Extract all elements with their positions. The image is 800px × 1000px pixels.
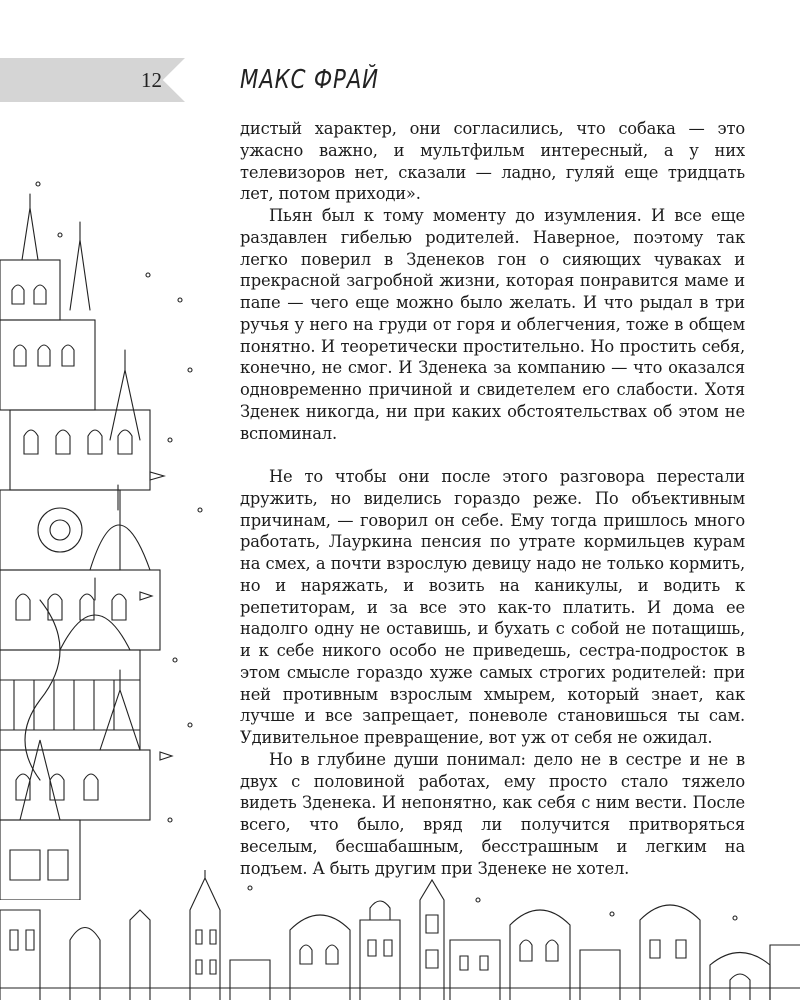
paragraph: дистый характер, они согласились, что собака — это ужасно важно, и мультфильм интересный, а у них телевизоров нет, сказали — ладно, гуляй еще тридцать лет, потом приходи». — [240, 119, 745, 204]
paragraph: Не то чтобы они после этого разговора перестали дружить, но виделись гораздо реже. По объективным причинам, — говорил он себе. Ему тогда пришлось много работать, Лауркина пенсия по утрате кормильцев курам на смех, а почти взрослую девицу надо не только кормить, но и наряжать, и возить на каникулы, и водить к репетиторам, и за все это как-то платить. И дома ее надолго одну не оставишь, и бухать с собой не потащишь, и к себе никого особо не приведешь, сестра-подросток в этом смысле гораздо хуже самых строгих родителей: при ней противным взрослым хмырем, который знает, как лучше и все запрещает, поневоле становишься ты сам. Удивительное превращение, вот уж от себя не ожидал. — [240, 467, 745, 747]
left-towers-illustration — [0, 180, 215, 900]
body-text — [240, 118, 745, 879]
paragraph: Пьян был к тому моменту до изумления. И все еще раздавлен гибелью родителей. Наверное, поэтому так легко поверил в Зденеков гон о сияющих чуваках и прекрасной загробной жизни, которая понравится маме и папе — чего еще можно было желать. И что рыдал в три ручья у него на груди от горя и облегчения, тоже в общем понятно. И теоретически простительно. Но простить себя, конечно, не смог. И Зденека за компанию — что оказался одновременно причиной и свидетелем его слабости. Хотя Зденек никогда, ни при каких обстоятельствах об этом не вспоминал. — [240, 206, 745, 443]
running-title: МАКС ФРАЙ — [240, 65, 379, 95]
page-number: 12 — [141, 68, 162, 92]
paragraph: Но в глубине души понимал: дело не в сестре и не в двух с половиной работах, ему просто стало тяжело видеть Зденека. И непонятно, как себя с ним вести. После всего, что было, вряд ли получится притворяться веселым, бесшабашным, бесстрашным и легким на подъем. А быть другим при Зденеке не хотел. — [240, 749, 745, 878]
bottom-skyline-illustration — [0, 870, 800, 1000]
